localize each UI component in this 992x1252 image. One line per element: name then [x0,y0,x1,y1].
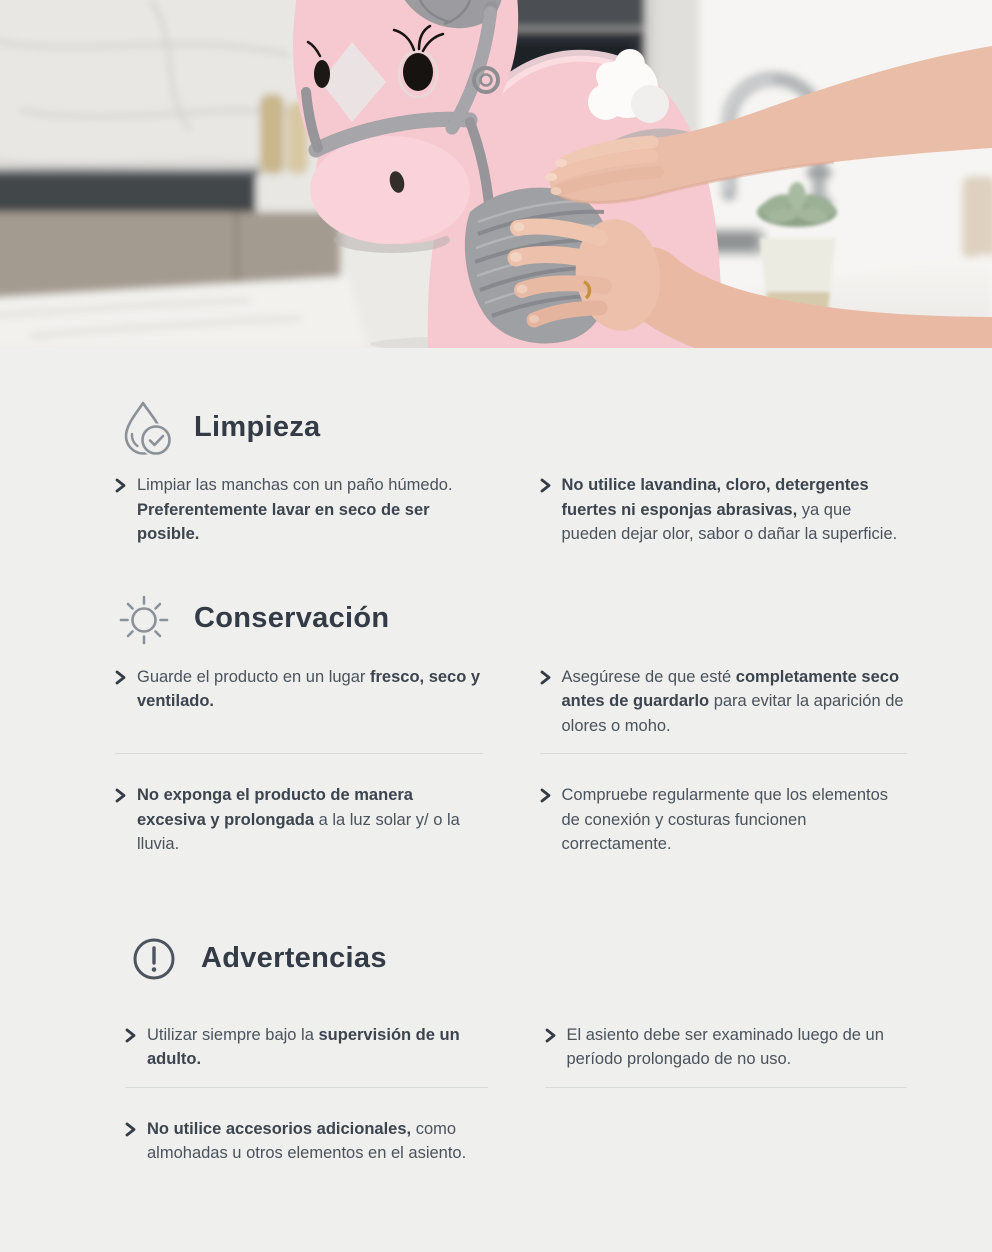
care-bullet [115,665,483,739]
divider-row [115,753,907,754]
section-title: Limpieza [194,410,321,443]
care-bullet [545,1023,908,1072]
bullet-text [137,473,483,547]
bullet-text-segment: Guarde el producto en un lugar [137,667,370,686]
bullet-text-segment: No exponga el producto de manera excesiva y prolongada [137,786,413,829]
bullet-text-segment: fresco, seco y ventilado. [137,667,481,710]
section-header [125,929,907,989]
divider [115,753,483,754]
care-bullet [125,1023,488,1072]
bullet-text-segment: Preferentemente lavar en seco de ser posible. [137,500,430,543]
empty-cell [545,1117,908,1166]
divider [545,1087,908,1088]
chevron-right-icon [115,478,126,493]
chevron-right-icon [115,788,126,803]
bullet-text [137,783,483,857]
bullet-text [137,665,483,714]
section-header [115,589,907,649]
care-bullet [540,665,908,739]
bullet-text [562,665,908,739]
bullet-text [567,1023,908,1072]
bullet-row [125,1117,907,1166]
divider [540,753,908,754]
section-title: Conservación [194,602,390,634]
bullet-text-segment: a la luz solar y/ o la lluvia. [137,810,460,853]
chevron-right-icon [115,670,126,685]
bullet-text [562,783,908,857]
bullet-text-segment: Compruebe regularmente que los elementos de conexión y costuras funcionen correctamente. [561,786,889,853]
bullet-text-segment: completamente seco antes de guardarlo [561,667,900,710]
chevron-right-icon [540,670,551,685]
bullet-text-segment: Asegúrese de que esté [561,667,736,686]
bullet-row [115,473,907,547]
bullet-text [147,1117,488,1166]
section-title: Advertencias [201,942,387,974]
divider [125,1087,488,1088]
bullet-text-segment: No utilice accesorios adicionales, [147,1119,412,1138]
section-header [115,397,907,457]
bullet-text-segment: supervisión de un adulto. [147,1025,460,1068]
chevron-right-icon [545,1028,556,1043]
care-bullet [115,783,483,857]
hero-photo [0,0,992,348]
care-bullet [540,783,908,857]
bullet-row [115,665,907,739]
chevron-right-icon [125,1122,136,1137]
bullet-text-segment: El asiento debe ser examinado luego de un período prolongado de no uso. [566,1025,884,1068]
bullet-text-segment: No utilice lavandina, cloro, detergentes fuertes ni esponjas abrasivas, [561,476,869,519]
bullet-row [125,1023,907,1072]
chevron-right-icon [540,788,551,803]
cooktop [0,168,260,216]
chevron-right-icon [540,478,551,493]
bullet-row [115,783,907,857]
bullet-text-segment: Limpiar las manchas con un paño húmedo. [137,476,453,494]
sun-icon [115,589,173,649]
section-advertencias [125,929,907,1166]
warning-icon [125,929,183,989]
bullet-text-segment: como almohadas u otros elementos en el asiento. [147,1119,467,1162]
care-bullet [540,473,908,547]
care-bullet [115,473,483,547]
care-bullet [125,1117,488,1166]
bullet-text [147,1023,488,1072]
droplet-check-icon [115,397,173,457]
divider-row [125,1087,907,1088]
care-sections [0,348,992,1166]
bullet-text-segment: Utilizar siempre bajo la [147,1025,319,1044]
succulent-plant [756,182,839,314]
chevron-right-icon [125,1028,136,1043]
bullet-text-segment: para evitar la aparición de olores o moho. [561,692,904,735]
bullet-text [562,473,908,547]
bullet-text-segment: ya que pueden dejar olor, sabor o dañar la superficie. [561,500,898,543]
section-conservacion [115,589,907,857]
section-limpieza [115,397,907,547]
